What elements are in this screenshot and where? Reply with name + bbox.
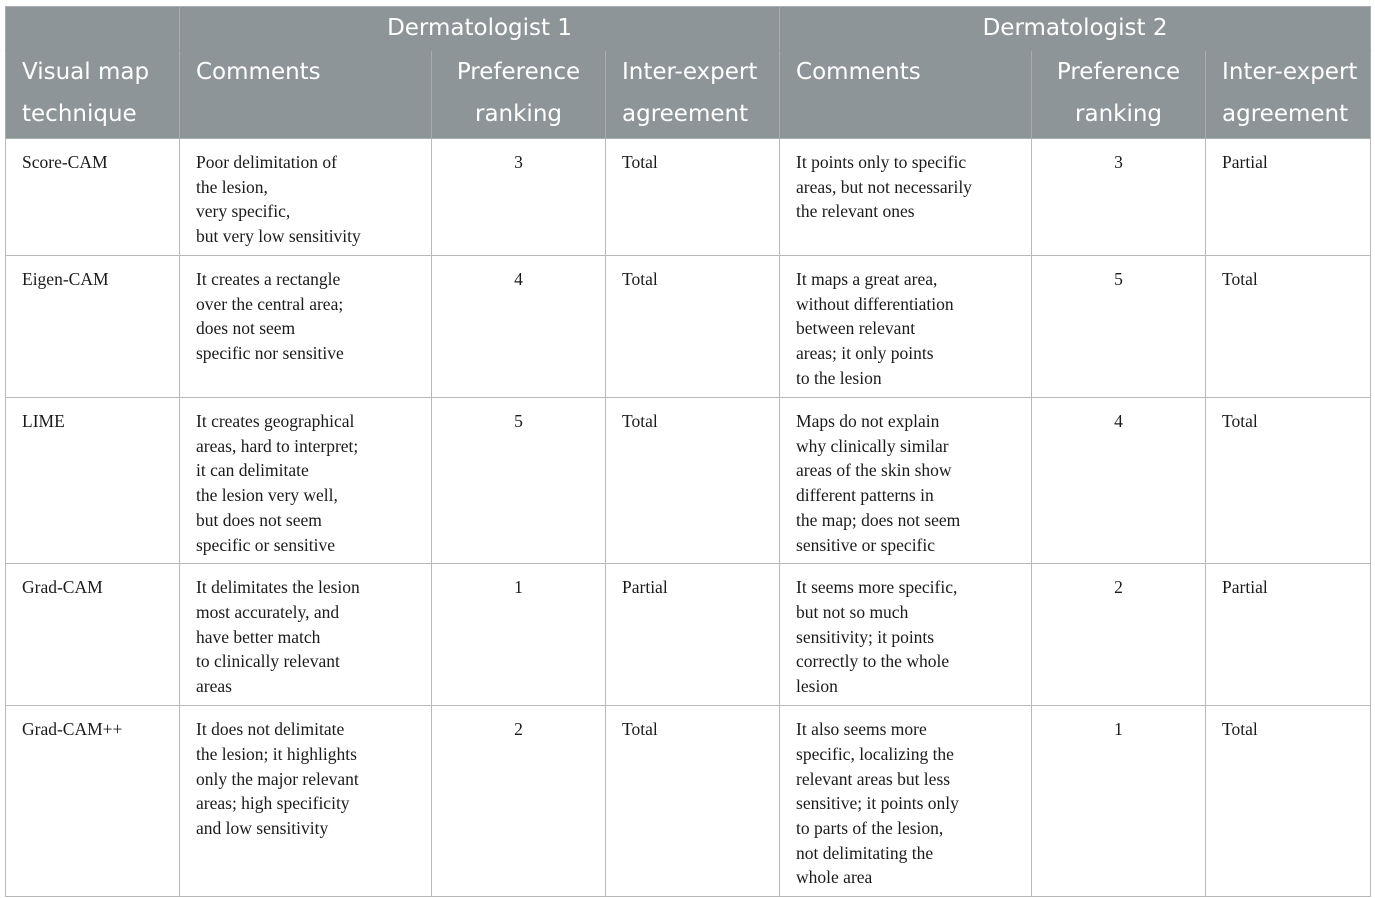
comment-line: areas [196,676,232,697]
col-header-technique [6,51,180,139]
comment-line: to parts of the lesion, [796,818,944,839]
comment-line: without differentiation [796,293,954,314]
comment-line: areas, hard to interpret; [196,435,359,456]
comment-line: It points only to specific [796,152,967,172]
comment-line: specific or sensitive [196,534,335,555]
col-header-agreement-2-line: agreement [1222,101,1349,127]
col-header-preference-2-line: Preference [1056,59,1181,85]
comment-line: lesion [796,676,838,697]
comment-line: It also seems more [796,719,927,740]
table-row [6,398,1371,564]
dermatologist-1-ranking-cell: 3 [432,139,606,256]
comment-line: specific nor sensitive [196,343,344,364]
dermatologist-2-agreement-cell: Total [1206,256,1371,398]
table-row [6,139,1371,256]
dermatologist-1-agreement-cell: Total [606,139,780,256]
col-header-preference-1-line: ranking [474,101,562,127]
dermatologist-1-comments-cell [180,706,432,897]
comment-line: sensitivity; it points [796,626,935,647]
comment-line: but does not seem [196,509,322,530]
dermatologist-2-ranking-cell: 4 [1032,398,1206,564]
table-body [6,139,1371,897]
dermatologist-2-comments-cell [780,706,1032,897]
dermatologist-2-header: Dermatologist 2 [780,7,1371,51]
dermatologist-2-comments-cell [780,564,1032,706]
comment-line: whole area [796,867,873,888]
comment-line: the map; does not seem [796,509,961,530]
dermatologist-1-ranking-cell: 5 [432,398,606,564]
comment-line: areas; it only points [796,343,934,364]
comment-line: relevant areas but less [796,768,951,789]
comment-line: Maps do not explain [796,411,940,431]
comment-line: It creates a rectangle [196,269,341,289]
comment-line: not delimitating the [796,842,934,863]
comment-line: the lesion; it highlights [196,743,357,764]
dermatologist-1-comments-cell [180,564,432,706]
comment-line: but very low sensitivity [196,226,361,247]
comment-line: different patterns in [796,485,934,506]
comment-line: sensitive; it points only [796,793,959,814]
dermatologist-1-agreement-cell: Total [606,398,780,564]
dermatologist-1-agreement-cell: Total [606,706,780,897]
dermatologist-2-ranking-cell: 2 [1032,564,1206,706]
column-header-row [6,51,1371,139]
col-header-technique-line: Visual map [22,59,150,85]
header-corner [6,7,180,51]
dermatologist-1-comments-cell [180,256,432,398]
col-header-preference-1 [432,51,606,139]
col-header-agreement-2 [1206,51,1371,139]
dermatologist-2-ranking-cell: 5 [1032,256,1206,398]
col-header-agreement-1-line: agreement [622,101,749,127]
comment-line: Poor delimitation of [196,152,337,172]
comment-line: does not seem [196,318,296,339]
dermatologist-2-agreement-cell: Total [1206,706,1371,897]
technique-cell: Grad-CAM++ [6,706,180,897]
dermatologist-2-ranking-cell: 3 [1032,139,1206,256]
comment-line: why clinically similar [796,435,949,456]
dermatologist-2-ranking-cell: 1 [1032,706,1206,897]
comment-line: sensitive or specific [796,534,936,555]
comment-line: the relevant ones [796,201,915,222]
comparison-table [5,6,1371,897]
dermatologist-1-agreement-cell: Partial [606,564,780,706]
comment-line: the lesion, [196,176,268,197]
dermatologist-2-agreement-cell: Partial [1206,139,1371,256]
table-row [6,256,1371,398]
dermatologist-2-comments-cell [780,139,1032,256]
dermatologist-1-ranking-cell: 2 [432,706,606,897]
col-header-agreement-1-line: Inter-expert [622,59,758,85]
col-header-agreement-1 [606,51,780,139]
comment-line: to clinically relevant [196,651,340,672]
comment-line: It does not delimitate [196,719,345,740]
comment-line: It maps a great area, [796,269,938,289]
table-row [6,706,1371,897]
comment-line: specific, localizing the [796,743,954,764]
col-header-comments-2: Comments [780,51,1032,139]
comment-line: only the major relevant [196,768,359,789]
technique-cell: Score-CAM [6,139,180,256]
technique-cell: Grad-CAM [6,564,180,706]
dermatologist-1-comments-cell [180,139,432,256]
group-header-row [6,7,1371,51]
dermatologist-1-ranking-cell: 4 [432,256,606,398]
comment-line: most accurately, and [196,601,340,622]
comment-line: and low sensitivity [196,818,329,839]
dermatologist-2-comments-cell [780,256,1032,398]
comment-line: It seems more specific, [796,577,958,598]
comment-line: have better match [196,626,321,647]
dermatologist-2-comments-cell [780,398,1032,564]
comment-line: correctly to the whole [796,651,950,672]
col-header-preference-1-line: Preference [456,59,581,85]
dermatologist-1-agreement-cell: Total [606,256,780,398]
col-header-agreement-2-line: Inter-expert [1222,59,1358,85]
comment-line: areas of the skin show [796,460,952,481]
dermatologist-2-agreement-cell: Partial [1206,564,1371,706]
comment-line: the lesion very well, [196,485,338,506]
technique-cell: LIME [6,398,180,564]
comment-line: very specific, [196,201,291,222]
table-row [6,564,1371,706]
comment-line: over the central area; [196,293,344,314]
comment-line: it can delimitate [196,460,309,481]
dermatologist-1-comments-cell [180,398,432,564]
dermatologist-1-header: Dermatologist 1 [180,7,780,51]
dermatologist-1-ranking-cell: 1 [432,564,606,706]
dermatologist-2-agreement-cell: Total [1206,398,1371,564]
col-header-technique-line: technique [22,101,137,127]
comment-line: areas, but not necessarily [796,176,972,197]
col-header-preference-2 [1032,51,1206,139]
comment-line: It creates geographical [196,411,355,431]
col-header-preference-2-line: ranking [1075,101,1163,127]
technique-cell: Eigen-CAM [6,256,180,398]
col-header-comments-1: Comments [180,51,432,139]
comment-line: It delimitates the lesion [196,577,360,598]
comment-line: areas; high specificity [196,793,350,814]
comment-line: between relevant [796,318,916,339]
comment-line: to the lesion [796,367,882,388]
comment-line: but not so much [796,601,909,622]
